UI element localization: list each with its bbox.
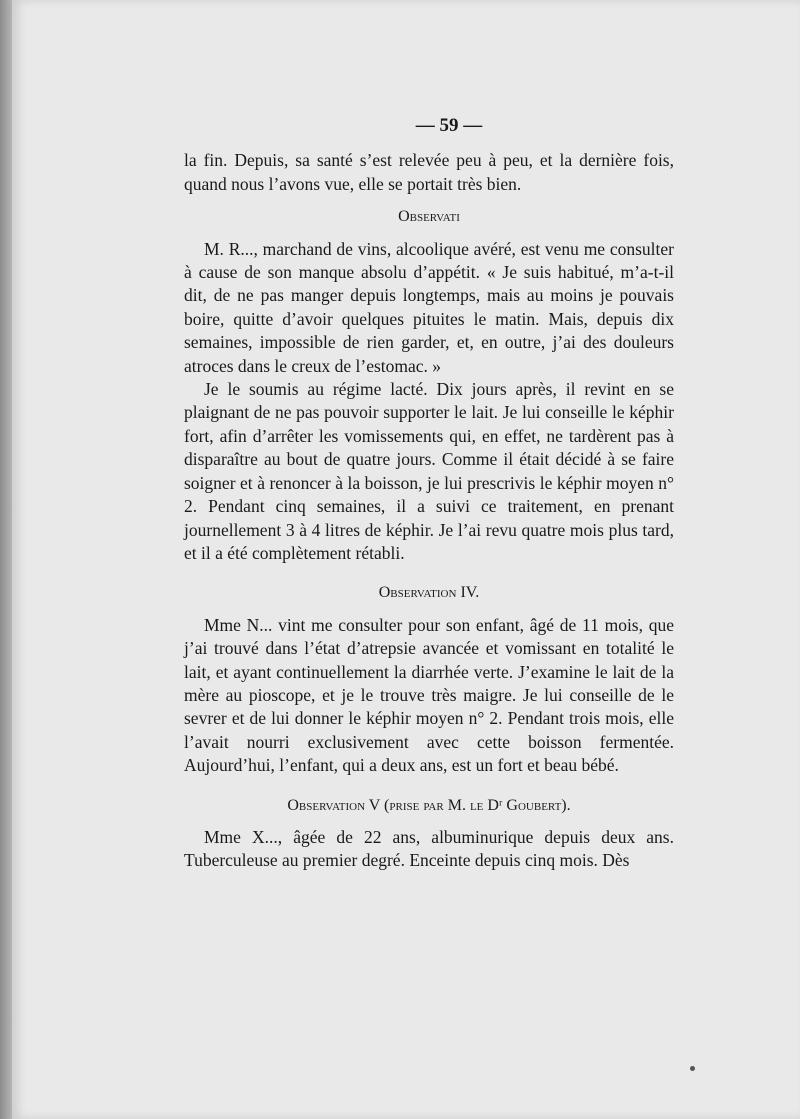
paragraph-observation-3a: M. R..., marchand de vins, alcoolique avéré, est venu me consulter à cause de son manque absolu d’appétit. « Je suis habitué, m’a-t-il dit, de ne pas manger depuis longtemps, mais au moins je pouvais boire, quitte d’avoir quelques pituites le matin. Mais, depuis dix semaines, impossible de rien garder, et, en outre, j’ai des douleurs atroces dans le creux de l’estomac. » xyxy=(184,238,674,376)
book-spine-shadow xyxy=(0,0,12,1119)
paragraph-observation-4: Mme N... vint me consulter pour son enfant, âgé de 11 mois, que j’ai trouvé dans l’état d’atrepsie avancée et vomissant en totalité le lait, et ayant continuellement la diarrhée verte. J’examine le lait de la mère au pioscope, et je le trouve très maigre. Je lui conseille de le sevrer et de lui donner le képhir moyen n° 2. Pendant trois mois, elle l’avait nourri exclusivement avec cette boisson fermentée. Aujourd’hui, l’enfant, qui a deux ans, est un fort et beau bébé. xyxy=(184,614,674,776)
observation-heading-4: Observation IV. xyxy=(378,584,480,602)
observation-heading-5: Observation V (prise par M. le Dʳ Goubert). xyxy=(287,796,571,814)
observation-heading-3: Observati xyxy=(398,208,460,226)
paragraph-observation-3b: Je le soumis au régime lacté. Dix jours après, il revint en se plaignant de ne pas pouvoir supporter le lait. Je lui conseille le képhir fort, afin d’arrêter les vomissements qui, en effet, ne tardèrent pas à disparaître au bout de quatre jours. Comme il était décidé à se faire soigner et à renoncer à la boisson, je lui prescrivis le képhir moyen n° 2. Pendant cinq semaines, il a suivi ce traitement, en prenant journellement 3 à 4 litres de képhir. Je l’ai revu quatre mois plus tard, et il a été complètement rétabli. xyxy=(184,379,674,563)
page-number: — 59 — xyxy=(415,115,483,136)
paragraph-continuation: la fin. Depuis, sa santé s’est relevée peu à peu, et la dernière fois, quand nous l’avons vue, elle se portait très bien. xyxy=(184,150,674,194)
page-text-block xyxy=(184,110,674,873)
ink-speck xyxy=(690,1066,695,1071)
paragraph-observation-5: Mme X..., âgée de 22 ans, albuminurique depuis deux ans. Tuberculeuse au premier degré. Enceinte depuis cinq mois. Dès xyxy=(184,826,674,871)
